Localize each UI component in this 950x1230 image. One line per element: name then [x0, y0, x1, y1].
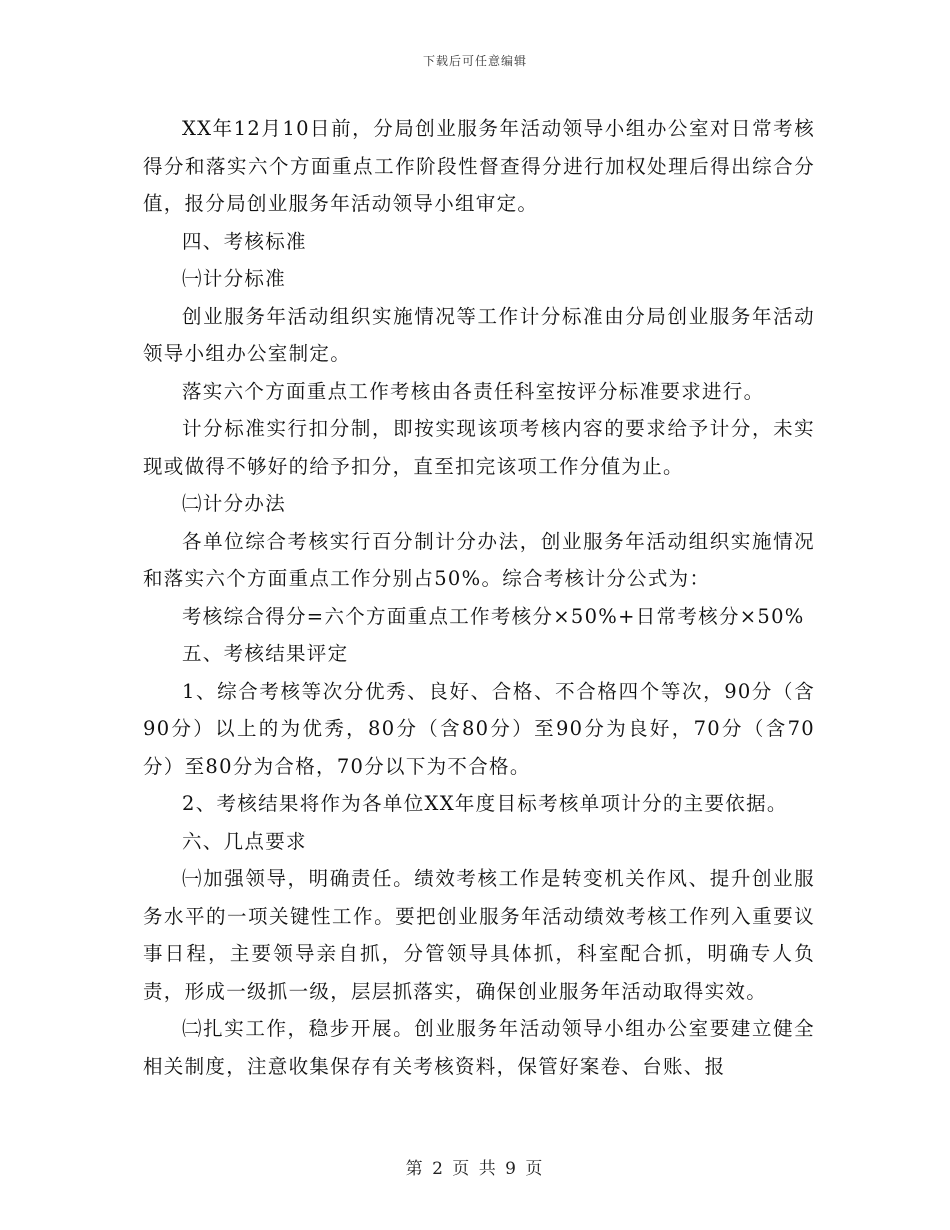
paragraph: XX年12月10日前，分局创业服务年活动领导小组办公室对日常考核得分和落实六个方面重点工作阶段性督查得分进行加权处理后得出综合分值，报分局创业服务年活动领导小组审定。	[143, 117, 815, 215]
paragraph: 2、考核结果将作为各单位XX年度目标考核单项计分的主要依据。	[182, 792, 788, 815]
paragraph: ㈡扎实工作，稳步开展。创业服务年活动领导小组办公室要建立健全相关制度，注意收集保存有关考核资料，保管好案卷、台账、报	[143, 1017, 815, 1078]
page-number-footer: 第 2 页 共 9 页	[405, 1159, 545, 1179]
paragraph: 1、综合考核等次分优秀、良好、合格、不合格四个等次，90分（含90分）以上的为优秀，80分（含80分）至90分为良好，70分（含70分）至80分为合格，70分以下为不合格。	[143, 679, 815, 778]
paragraph: ㈠加强领导，明确责任。绩效考核工作是转变机关作风、提升创业服务水平的一项关键性工作。要把创业服务年活动绩效考核工作列入重要议事日程，主要领导亲自抓，分管领导具体抓，科室配合抓，明确专人负责，形成一级抓一级，层层抓落实，确保创业服务年活动取得实效。	[143, 867, 815, 1003]
paragraph: 各单位综合考核实行百分制计分办法，创业服务年活动组织实施情况和落实六个方面重点工作分别占50%。综合考核计分公式为：	[143, 529, 815, 590]
section-heading: 四、考核标准	[182, 229, 307, 253]
paragraph: 创业服务年活动组织实施情况等工作计分标准由分局创业服务年活动领导小组办公室制定。	[143, 304, 815, 365]
section-heading: 五、考核结果评定	[182, 642, 349, 665]
document-body	[143, 110, 815, 1085]
page-header: 下载后可任意编辑	[422, 54, 527, 68]
subsection-heading: ㈡计分办法	[182, 492, 287, 515]
section-heading: 六、几点要求	[182, 829, 307, 853]
formula-line: 考核综合得分=六个方面重点工作考核分×50%+日常考核分×50%	[182, 604, 805, 628]
subsection-heading: ㈠计分标准	[182, 267, 287, 290]
paragraph: 落实六个方面重点工作考核由各责任科室按评分标准要求进行。	[182, 379, 765, 403]
paragraph: 计分标准实行扣分制，即按实现该项考核内容的要求给予计分，未实现或做得不够好的给予扣分，直至扣完该项工作分值为止。	[143, 417, 815, 478]
